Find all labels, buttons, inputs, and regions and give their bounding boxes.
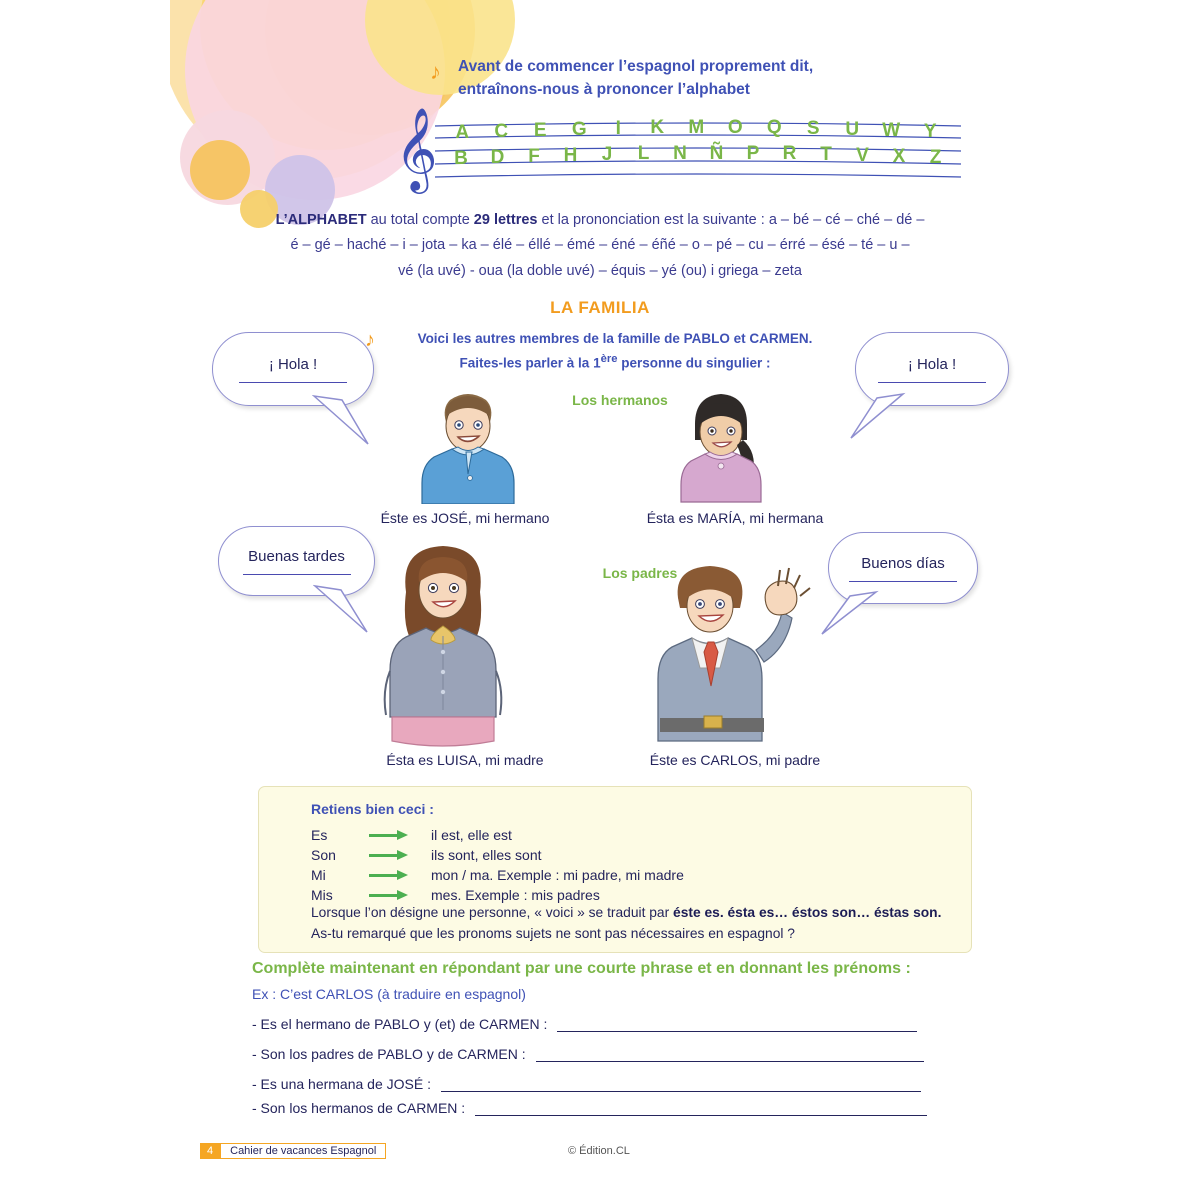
retiens-key-3: Mis <box>311 887 333 903</box>
alphabet-lead: L’ALPHABET <box>275 212 367 228</box>
exercise-question-2-text: - Son los padres de PABLO y de CARMEN : <box>252 1046 526 1062</box>
retiens-table <box>311 825 684 905</box>
arrow-icon <box>369 845 431 865</box>
alphabet-letter: V <box>856 145 870 166</box>
alphabet-letter: R <box>782 143 797 164</box>
bubble-jose-answer-line[interactable] <box>239 382 347 383</box>
exercise-question-3-text: - Es una hermana de JOSÉ : <box>252 1076 431 1092</box>
exercise-question-2 <box>252 1046 924 1062</box>
alphabet-letter: Q <box>766 117 783 138</box>
alphabet-letter: F <box>528 146 541 167</box>
alphabet-staff <box>395 106 965 190</box>
exercise-answer-line-1[interactable] <box>557 1019 917 1032</box>
alphabet-row-bottom <box>443 143 963 170</box>
retiens-key-0: Es <box>311 827 328 843</box>
retiens-note-pre: Lorsque l’on désigne une personne, « voici » se traduit par <box>311 905 674 920</box>
music-note-icon: ♪ <box>430 59 441 84</box>
group-label-padres: Los padres <box>602 565 678 581</box>
alphabet-letter: C <box>494 121 509 142</box>
caption-jose: Éste es JOSÉ, mi hermano <box>380 510 550 526</box>
caption-luisa: Ésta es LUISA, mi madre <box>386 752 544 768</box>
retiens-note <box>311 903 951 944</box>
bubble-luisa-answer-line[interactable] <box>243 574 351 575</box>
bubble-maria-tail <box>843 392 913 447</box>
familia-intro-line2-post: personne du singulier : <box>617 355 771 371</box>
bubble-luisa-text: Buenas tardes <box>248 547 345 565</box>
familia-intro-line1: Voici les autres membres de la famille de PABLO et CARMEN. <box>417 331 813 346</box>
alphabet-letter: H <box>563 145 578 166</box>
alphabet-letter: U <box>845 119 860 140</box>
alphabet-letter: W <box>882 120 901 141</box>
exercise-question-1-text: - Es el hermano de PABLO y (et) de CARMEN : <box>252 1016 548 1032</box>
retiens-value-3: mes. Exemple : mis padres <box>431 887 600 903</box>
alphabet-letter: I <box>615 118 622 139</box>
header-line-1: Avant de commencer l’espagnol proprement dit, <box>458 58 814 75</box>
header-instruction <box>430 55 990 102</box>
alphabet-letter: P <box>746 143 760 164</box>
bubble-carlos-answer-line[interactable] <box>849 581 957 582</box>
alphabet-part2: et la prononciation est la suivante <box>537 212 757 228</box>
table-row <box>311 845 684 865</box>
alphabet-letter: X <box>892 146 906 167</box>
alphabet-letter: N <box>673 143 688 164</box>
alphabet-letter: E <box>533 120 548 141</box>
bubble-carlos-tail <box>814 590 884 645</box>
bubble-maria-text: ¡ Hola ! <box>907 355 957 373</box>
music-note-icon: ♪ <box>365 329 375 351</box>
exercise-question-4-text: - Son los hermanos de CARMEN : <box>252 1100 466 1116</box>
alphabet-line1-tail: : a – bé – cé – ché – dé – <box>756 212 925 228</box>
alphabet-letter: S <box>806 118 821 139</box>
footer-copyright: © Édition.CL <box>568 1145 630 1157</box>
arrow-icon <box>369 865 431 885</box>
illustration-carlos <box>620 558 820 755</box>
illustration-maria <box>655 388 785 509</box>
group-label-hermanos: Los hermanos <box>572 392 668 408</box>
exercise-question-1 <box>252 1016 917 1032</box>
alphabet-letter: J <box>601 144 613 165</box>
retiens-value-0: il est, elle est <box>431 827 512 843</box>
retiens-value-1: ils sont, elles sont <box>431 847 542 863</box>
alphabet-line3: vé (la uvé) - oua (la doble uvé) – équis – yé (ou) i griega – zeta <box>398 262 802 279</box>
page-number: 4 <box>200 1143 220 1159</box>
alphabet-count: 29 lettres <box>473 212 538 228</box>
alphabet-paragraph <box>250 208 950 284</box>
retiens-title: Retiens bien ceci : <box>311 801 434 817</box>
alphabet-letter: A <box>455 122 470 143</box>
illustration-luisa <box>348 540 538 753</box>
familia-intro-line2-pre: Faites-les parler à la 1 <box>459 355 601 371</box>
retiens-box <box>258 786 972 953</box>
retiens-note-bold: éste es. ésta es… éstos son… éstas son. <box>673 905 942 920</box>
alphabet-letter: Z <box>929 147 942 168</box>
bubble-jose-text: ¡ Hola ! <box>268 355 318 373</box>
section-title-familia: LA FAMILIA <box>550 298 650 317</box>
caption-carlos: Éste es CARLOS, mi padre <box>649 752 821 768</box>
header-line-2: entraînons-nous à prononcer l’alphabet <box>458 81 750 99</box>
retiens-key-2: Mi <box>311 867 326 883</box>
alphabet-part1: au total compte <box>366 212 474 228</box>
table-row <box>311 885 684 905</box>
illustration-jose <box>400 386 535 509</box>
bubble-carlos-text: Buenos días <box>861 554 945 572</box>
alphabet-letter: Ñ <box>709 143 724 164</box>
bubble-jose-tail <box>312 394 382 454</box>
retiens-key-1: Son <box>311 847 336 863</box>
retiens-note-line2: As-tu remarqué que les pronoms sujets ne sont pas nécessaires en espagnol ? <box>311 925 795 941</box>
treble-clef-icon: 𝄞 <box>395 106 438 190</box>
table-row <box>311 825 684 845</box>
alphabet-row-top <box>443 117 963 144</box>
familia-instructions <box>365 328 850 374</box>
bubble-maria-answer-line[interactable] <box>878 382 986 383</box>
decorative-circles <box>170 0 590 230</box>
exercise-answer-line-4[interactable] <box>475 1103 927 1116</box>
exercise-question-3 <box>252 1076 921 1092</box>
exercise-question-4 <box>252 1100 927 1116</box>
alphabet-letter: D <box>490 147 505 168</box>
familia-intro-sup: ère <box>600 352 618 365</box>
bubble-jose[interactable] <box>212 332 374 406</box>
alphabet-letter: L <box>637 143 650 164</box>
alphabet-line2: é – gé – haché – i – jota – ka – élé – éllé – émé – éné – éñé – o – pé – cu – érré – ésé – té – u – <box>290 237 910 254</box>
alphabet-letter: T <box>820 144 833 165</box>
arrow-icon <box>369 825 431 845</box>
footer <box>200 1143 386 1159</box>
alphabet-letter: M <box>688 117 705 138</box>
caption-maria: Ésta es MARÍA, mi hermana <box>646 510 824 526</box>
footer-book-label: Cahier de vacances Espagnol <box>220 1143 386 1159</box>
bubble-carlos[interactable] <box>828 532 978 604</box>
retiens-value-2: mon / ma. Exemple : mi padre, mi madre <box>431 867 684 883</box>
alphabet-letter: O <box>727 117 744 138</box>
exercise-answer-line-3[interactable] <box>441 1079 921 1092</box>
exercise-example: Ex : C’est CARLOS (à traduire en espagnol) <box>252 986 526 1002</box>
exercise-title: Complète maintenant en répondant par une courte phrase et en donnant les prénoms : <box>252 960 911 977</box>
alphabet-letter: G <box>571 119 588 140</box>
alphabet-letter: K <box>650 117 665 138</box>
table-row <box>311 865 684 885</box>
exercise-answer-line-2[interactable] <box>536 1049 924 1062</box>
bubble-maria[interactable] <box>855 332 1009 406</box>
alphabet-letter: Y <box>923 121 938 142</box>
alphabet-letter: B <box>454 148 469 169</box>
arrow-icon <box>369 885 431 905</box>
